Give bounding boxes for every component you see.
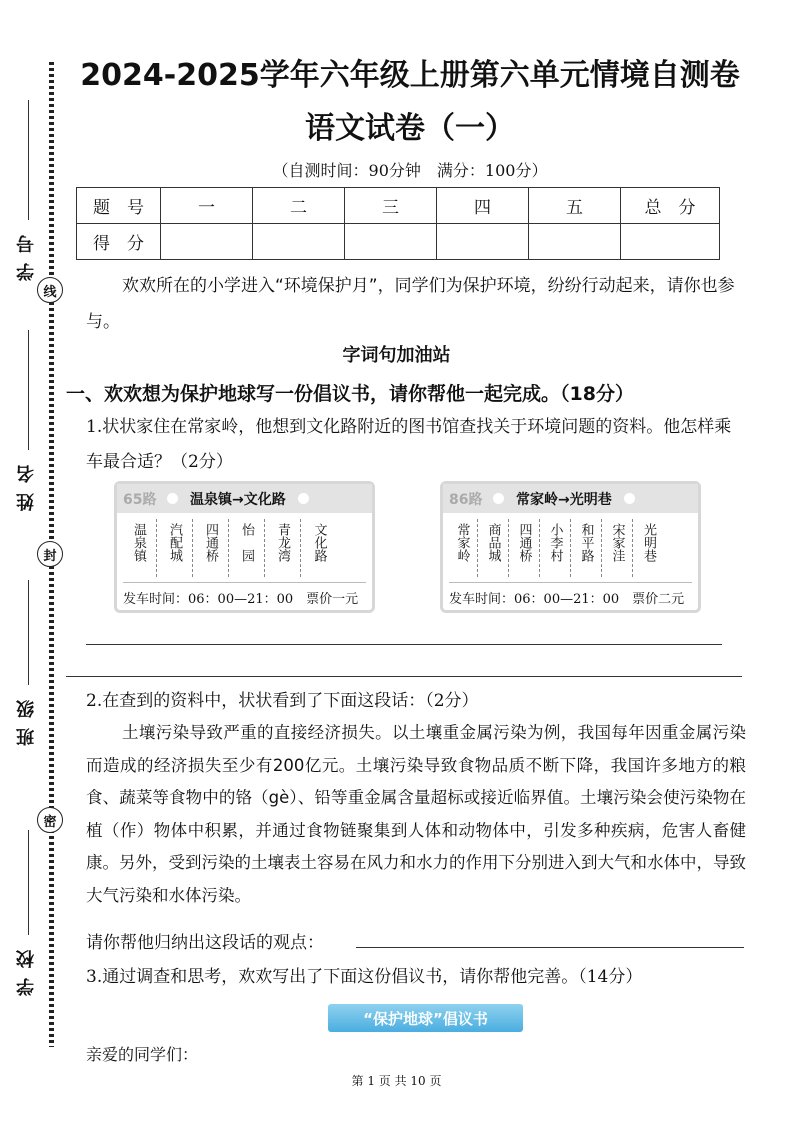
class-label: 班级 [16, 690, 37, 746]
bus-stop: 温泉镇 [121, 519, 157, 577]
page-subtitle: 语文试卷（一） [305, 111, 515, 146]
column-header: 一 [161, 188, 253, 224]
column-header: 二 [253, 188, 345, 224]
bus-route-number: 86路 [449, 491, 483, 508]
bus-route-direction: 常家岭→光明巷 [516, 491, 612, 508]
bus-stop: 商品城 [478, 519, 509, 577]
section-title: 字词句加油站 [342, 345, 451, 366]
school-field[interactable] [28, 830, 29, 935]
seal-mark-line: 线 [37, 277, 63, 303]
score-cell[interactable] [529, 224, 621, 260]
student-id-label: 学号 [16, 225, 37, 281]
score-cell[interactable] [437, 224, 529, 260]
bus-route-schedule: 发车时间：06：00—21：00 票价二元 [449, 582, 692, 607]
bus-stop-list [447, 519, 698, 577]
bus-stop: 小李村 [540, 519, 571, 577]
class-field[interactable] [28, 580, 29, 685]
bus-stop: 怡 园 [229, 519, 265, 577]
score-cell[interactable] [253, 224, 345, 260]
bus-route-card-65 [114, 481, 375, 613]
question-1-1-text: 1.状状家住在常家岭，他想到文化路附近的图书馆查找关于环境问题的资料。他怎样乘车最合适？（2分） [86, 417, 732, 472]
dot-icon [624, 493, 635, 504]
dot-icon [167, 493, 178, 504]
bus-stop: 汽配城 [157, 519, 193, 577]
bus-stop: 四通桥 [193, 519, 229, 577]
school-label: 学校 [16, 940, 37, 996]
score-cell[interactable] [161, 224, 253, 260]
score-cell[interactable] [621, 224, 720, 260]
score-cell[interactable] [345, 224, 437, 260]
answer-line[interactable] [66, 676, 742, 677]
bus-stop: 文化路 [311, 523, 327, 562]
seal-mark-seal: 封 [37, 541, 63, 567]
answer-line[interactable] [86, 644, 722, 645]
bus-route-direction: 温泉镇→文化路 [190, 491, 286, 508]
answer-line[interactable] [356, 947, 744, 948]
question-1-heading: 一、欢欢想为保护地球写一份倡议书，请你帮他一起完成。（18分） [66, 383, 634, 405]
dot-icon [493, 493, 504, 504]
column-header: 总 分 [621, 188, 720, 224]
bus-stop: 光明巷 [641, 523, 656, 562]
bus-stop: 青龙湾 [265, 519, 301, 577]
bus-stop: 和平路 [571, 519, 602, 577]
column-header: 五 [529, 188, 621, 224]
table-row [77, 188, 720, 224]
proposal-banner: “保护地球”倡议书 [328, 1004, 523, 1032]
seal-mark-secret: 密 [37, 807, 63, 833]
name-label: 姓名 [16, 455, 37, 511]
row-header: 题 号 [77, 188, 161, 224]
bus-route-schedule: 发车时间：06：00—21：00 票价一元 [123, 582, 366, 607]
student-id-field[interactable] [28, 100, 29, 220]
column-header: 四 [437, 188, 529, 224]
intro-paragraph: 欢欢所在的小学进入“环境保护月”，同学们为保护环境，纷纷行动起来，请你也参与。 [86, 276, 735, 332]
question-1-2-text: 2.在查到的资料中，状状看到了下面这段话：（2分） [86, 691, 479, 711]
table-row [77, 224, 720, 260]
proposal-greeting: 亲爱的同学们： [86, 1045, 199, 1064]
bus-stop: 常家岭 [447, 519, 478, 577]
bus-route-number: 65路 [123, 491, 157, 508]
score-table [76, 187, 720, 260]
row-header: 得 分 [77, 224, 161, 260]
column-header: 三 [345, 188, 437, 224]
bus-route-header [117, 484, 372, 513]
question-1-2-prompt: 请你帮他归纳出这段话的观点： [86, 933, 324, 953]
bus-route-header [443, 484, 698, 513]
reading-passage: 土壤污染导致严重的直接经济损失。以土壤重金属污染为例，我国每年因重金属污染而造成的经济损失至少有200亿元。土壤污染导致食物品质不断下降，我国许多地方的粮食、蔬菜等食物中的铬（gè）、铅等重金属含量超标或接近临界值。土壤污染会使污染物在植（作）物体中积累，并通过食物链聚集到人体和动物体中，引发多种疾病，危害人畜健康。另外，受到污染的土壤表土容易在风力和水力的作用下分别进入到大气和水体中，导致大气污染和水体污染。 [86, 723, 746, 905]
bus-stop: 四通桥 [509, 519, 540, 577]
question-1-3-text: 3.通过调查和思考，欢欢写出了下面这份倡议书，请你帮他完善。（14分） [86, 967, 643, 987]
page-title: 2024-2025学年六年级上册第六单元情境自测卷 [80, 58, 740, 93]
exam-info: （自测时间：90分钟 满分：100分） [272, 161, 548, 180]
dot-icon [298, 493, 309, 504]
page-number: 第 1 页 共 10 页 [351, 1074, 442, 1088]
bus-stop-list [121, 519, 372, 577]
bus-stop: 宋家洼 [602, 519, 633, 577]
bus-route-card-86 [440, 481, 701, 613]
